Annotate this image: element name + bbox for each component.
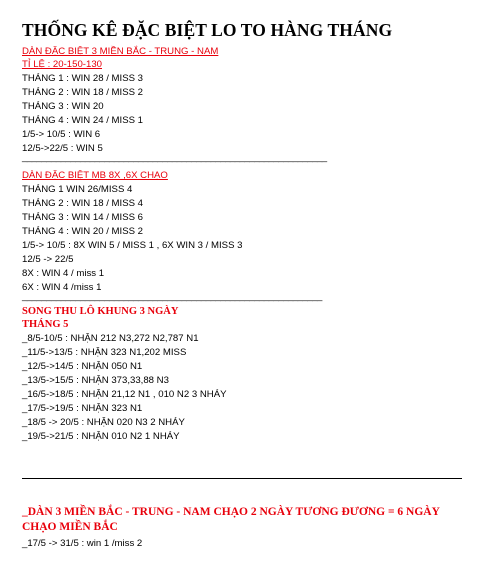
section2-separator: ______________________________________________________________ — [22, 291, 322, 302]
page-title: THỐNG KÊ ĐẶC BIỆT LO TO HÀNG THÁNG — [22, 20, 393, 40]
horizontal-rule — [22, 478, 462, 479]
section4-heading-line1: _DÀN 3 MIỀN BẮC - TRUNG - NAM CHẠO 2 NGÀY TƯƠNG ĐƯƠNG = 6 NGÀY — [22, 506, 440, 518]
section1-heading: DÀN ĐẶC BIỆT 3 MIỀN BẮC - TRUNG - NAM — [22, 46, 219, 57]
section2-heading: DÀN ĐẶC BIỆT MB 8X ,6X CHẠO — [22, 170, 168, 181]
section2-line: THÁNG 3 : WIN 14 / MISS 6 — [22, 212, 144, 223]
section2-line: 6X : WIN 4 /miss 1 — [22, 282, 102, 293]
section3-heading: SONG THU LÔ KHUNG 3 NGÀY — [22, 306, 179, 317]
section1-line: 12/5->22/5 : WIN 5 — [22, 143, 103, 154]
section2-line: THÁNG 2 : WIN 18 / MISS 4 — [22, 198, 144, 209]
section3-line: _18/5 -> 20/5 : NHẬN 020 N3 2 NHÁY — [22, 417, 185, 428]
section1-separator: _______________________________________________________________ — [22, 152, 327, 163]
section4-line: _17/5 -> 31/5 : win 1 /miss 2 — [22, 538, 143, 549]
section3-line: _17/5->19/5 : NHẬN 323 N1 — [22, 403, 143, 414]
section3-line: _12/5->14/5 : NHẬN 050 N1 — [22, 361, 143, 372]
section4-heading-line2: CHẠO MIỀN BẮC — [22, 521, 118, 533]
section3-line: _11/5->13/5 : NHẬN 323 N1,202 MISS — [22, 347, 187, 358]
section1-line: THÁNG 1 : WIN 28 / MISS 3 — [22, 73, 144, 84]
section1-line: THÁNG 2 : WIN 18 / MISS 2 — [22, 87, 144, 98]
section1-line: THÁNG 4 : WIN 24 / MISS 1 — [22, 115, 144, 126]
section3-line: _19/5->21/5 : NHẬN 010 N2 1 NHÁY — [22, 431, 180, 442]
section2-line: 12/5 -> 22/5 — [22, 254, 74, 265]
section2-line: THÁNG 4 : WIN 20 / MISS 2 — [22, 226, 144, 237]
section3-month: THÁNG 5 — [22, 319, 69, 330]
section2-line: 1/5-> 10/5 : 8X WIN 5 / MISS 1 , 6X WIN 3 / MISS 3 — [22, 240, 243, 251]
section1-line: THÁNG 3 : WIN 20 — [22, 101, 104, 112]
section1-line: 1/5-> 10/5 : WIN 6 — [22, 129, 101, 140]
section1-ratio: TỈ LỆ : 20-150-130 — [22, 59, 102, 70]
section2-line: 8X : WIN 4 / miss 1 — [22, 268, 105, 279]
section3-line: _8/5-10/5 : NHẬN 212 N3,272 N2,787 N1 — [22, 333, 199, 344]
section3-line: _16/5->18/5 : NHẬN 21,12 N1 , 010 N2 3 NHÁY — [22, 389, 227, 400]
section2-line: THÁNG 1 WIN 26/MISS 4 — [22, 184, 133, 195]
section3-line: _13/5->15/5 : NHẬN 373,33,88 N3 — [22, 375, 169, 386]
